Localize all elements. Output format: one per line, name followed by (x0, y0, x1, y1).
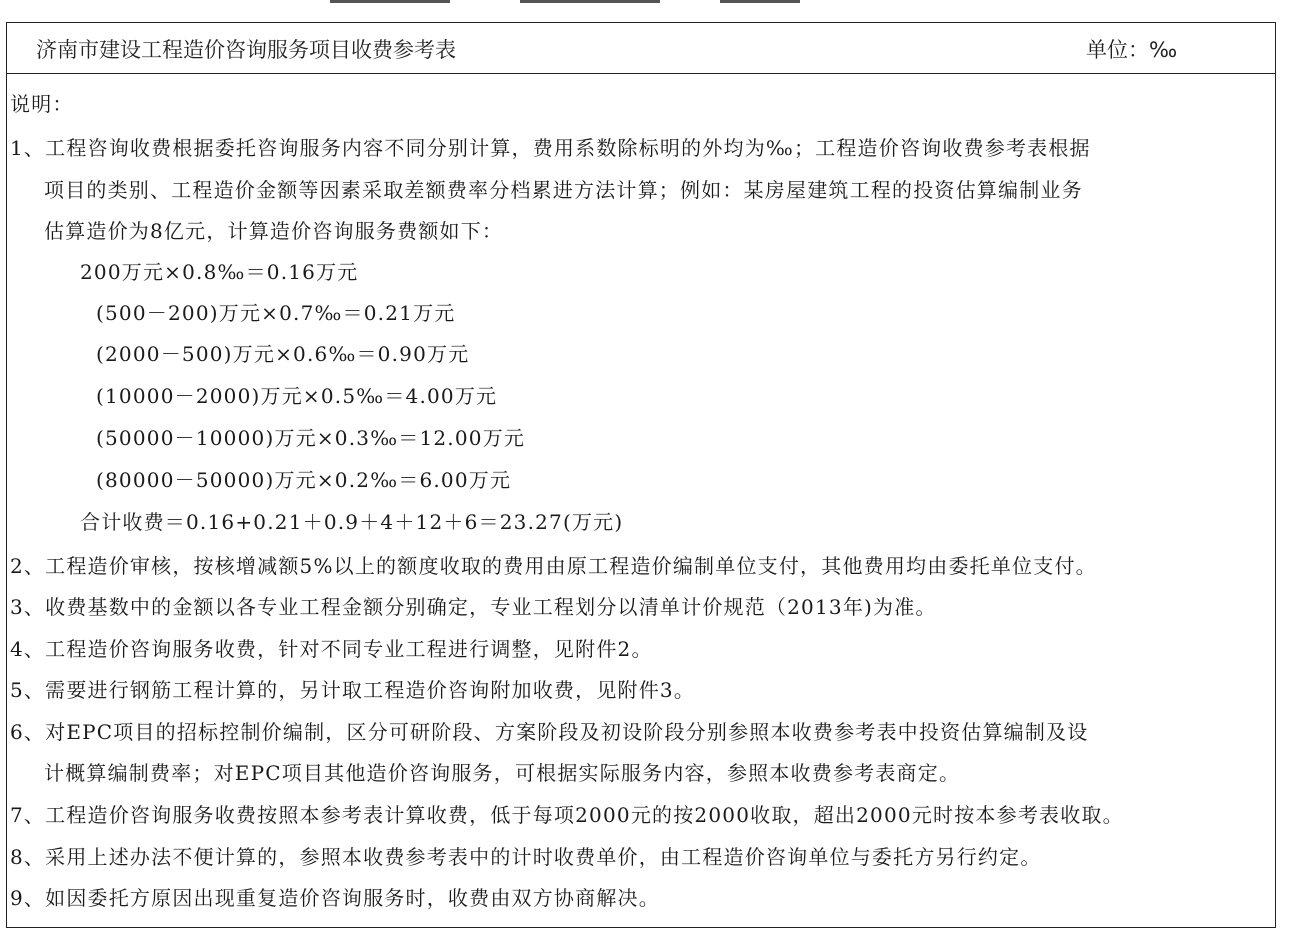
note-1-line-1: 1、工程咨询收费根据委托咨询服务内容不同分别计算，费用系数除标明的外均为‰；工程造价咨询收费参考表根据 (10, 136, 1091, 160)
note-6-line-1: 6、对EPC项目的招标控制价编制，区分可研阶段、方案阶段及初设阶段分别参照本收费参考表中投资估算编制及设 (10, 720, 1089, 744)
notes-box (6, 74, 1276, 928)
note-1-line-2: 项目的类别、工程造价金额等因素采取差额费率分档累进方法计算；例如：某房屋建筑工程的投资估算编制业务 (44, 178, 1083, 202)
note-5: 5、需要进行钢筋工程计算的，另计取工程造价咨询附加收费，见附件3。 (10, 678, 696, 702)
calc-line: 200万元×0.8‰＝0.16万元 (80, 260, 359, 284)
note-8: 8、采用上述办法不便计算的，参照本收费参考表中的计时收费单价，由工程造价咨询单位与委托方另行约定。 (10, 845, 1042, 869)
table-title: 济南市建设工程造价咨询服务项目收费参考表 (36, 38, 456, 62)
note-9: 9、如因委托方原因出现重复造价咨询服务时，收费由双方协商解决。 (10, 886, 660, 910)
scan-top-edge (0, 0, 1299, 20)
calc-line: (2000－500)万元×0.6‰＝0.90万元 (96, 342, 470, 366)
note-3: 3、收费基数中的金额以各专业工程金额分别确定，专业工程划分以清单计价规范（2013年)为准。 (10, 595, 937, 619)
scan-mark (520, 0, 660, 3)
calc-line: (10000－2000)万元×0.5‰＝4.00万元 (96, 384, 498, 408)
note-2: 2、工程造价审核，按核增减额5%以上的额度收取的费用由原工程造价编制单位支付，其他费用均由委托单位支付。 (10, 554, 1097, 578)
notes-heading: 说明： (10, 92, 74, 116)
scan-mark (720, 0, 800, 3)
calc-total: 合计收费＝0.16+0.21＋0.9＋4＋12＋6＝23.27(万元) (80, 510, 624, 534)
note-7: 7、工程造价咨询服务收费按照本参考表计算收费，低于每项2000元的按2000收取，超出2000元时按本参考表收取。 (10, 803, 1124, 827)
scan-mark (330, 0, 450, 3)
note-1-line-3: 估算造价为8亿元，计算造价咨询服务费额如下： (44, 219, 504, 243)
unit-label: 单位：‰ (1086, 38, 1178, 62)
note-4: 4、工程造价咨询服务收费，针对不同专业工程进行调整，见附件2。 (10, 637, 653, 661)
calc-line: (50000－10000)万元×0.3‰＝12.00万元 (96, 426, 526, 450)
calc-line: (80000－50000)万元×0.2‰＝6.00万元 (96, 468, 512, 492)
note-6-line-2: 计概算编制费率；对EPC项目其他造价咨询服务，可根据实际服务内容，参照本收费参考表商定。 (44, 761, 961, 785)
calc-line: (500－200)万元×0.7‰＝0.21万元 (96, 301, 456, 325)
